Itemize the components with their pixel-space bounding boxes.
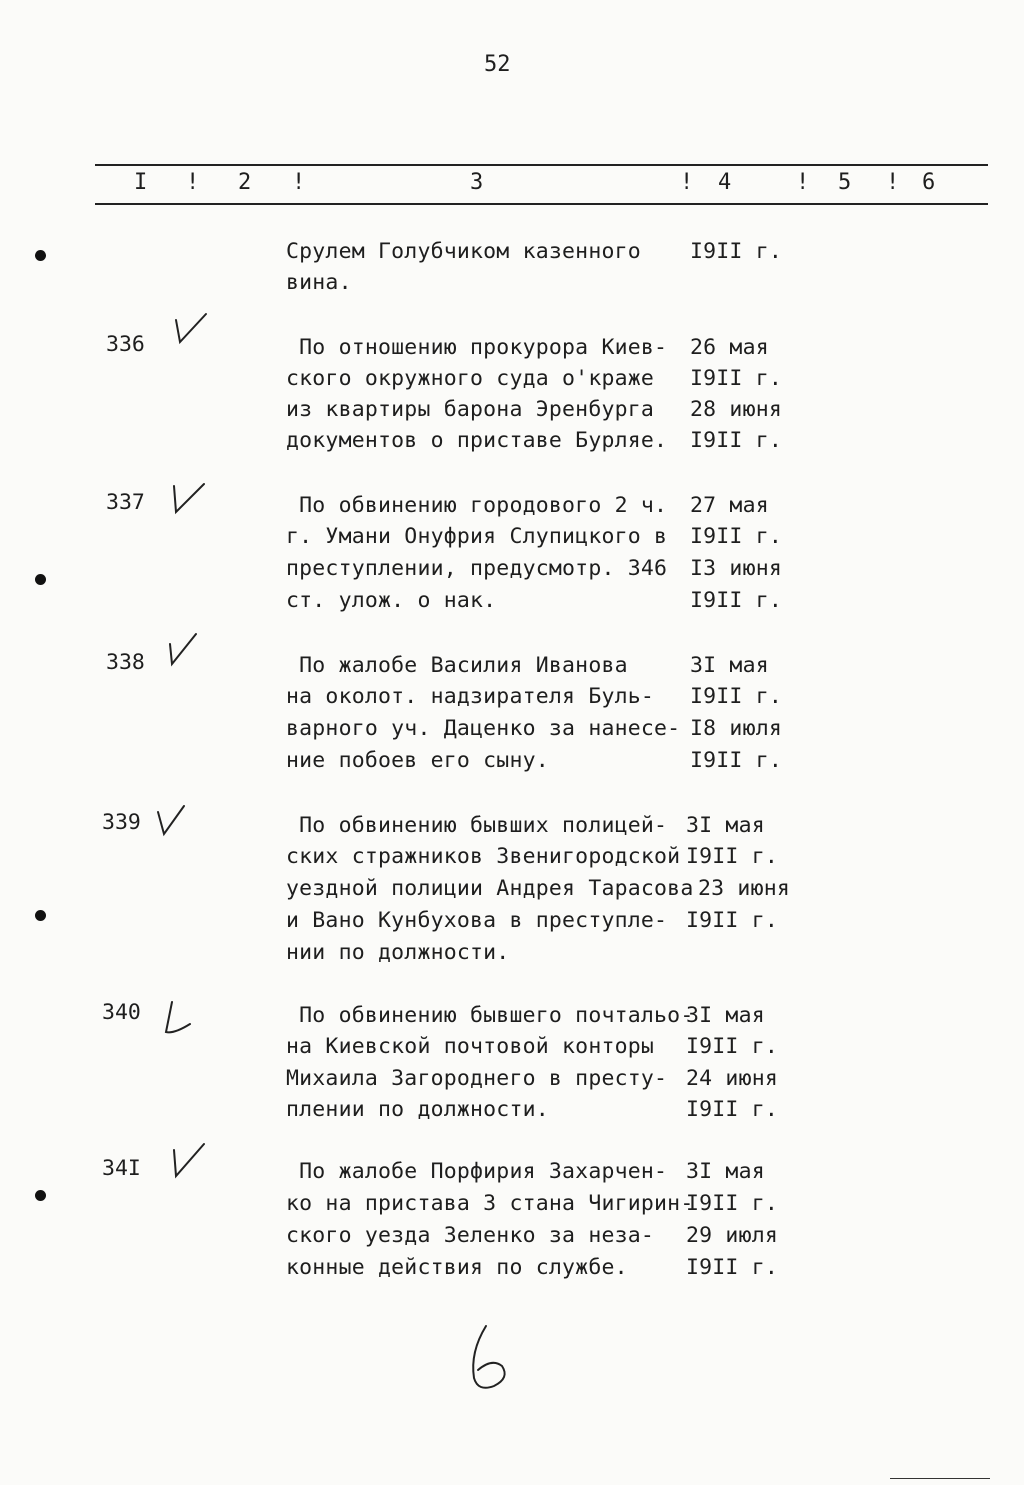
record-text-line: ние побоев его сыну. (286, 748, 549, 773)
record-date: 3I мая (686, 1159, 765, 1184)
header-col-4: 4 (718, 170, 732, 195)
record-text-line: и Вано Кунбухова в преступле- (286, 908, 668, 933)
record-date: I9II г. (686, 1255, 779, 1280)
record-text-line: По жалобе Василия Иванова (286, 653, 628, 678)
record-number: 337 (106, 490, 145, 515)
record-number: 339 (102, 810, 141, 835)
record-date: I9II г. (686, 1034, 779, 1059)
record-date: 26 мая (690, 335, 769, 360)
record-text-line: плении по должности. (286, 1097, 549, 1122)
record-date: I9II г. (686, 1097, 779, 1122)
record-number: 338 (106, 650, 145, 675)
record-date: I9II г. (686, 908, 779, 933)
record-text-line: нии по должности. (286, 940, 510, 965)
header-col-2: 2 (238, 170, 252, 195)
record-text-line: По отношению прокурора Киев- (286, 335, 668, 360)
record-date: I9II г. (690, 588, 783, 613)
check-mark-icon (154, 800, 194, 840)
record-text-line: По обвинению бывших полицей- (286, 813, 668, 838)
record-date: I9II г. (690, 684, 783, 709)
header-rule-top (95, 164, 988, 166)
header-sep-2: ! (292, 170, 306, 195)
header-sep-3: ! (680, 170, 694, 195)
record-text-line: По жалобе Порфирия Захарчен- (286, 1159, 668, 1184)
record-date: 24 июня (686, 1066, 779, 1091)
record-date: 3I мая (686, 813, 765, 838)
record-date: I9II г. (690, 366, 783, 391)
continuation-text-line: вина. (286, 270, 352, 295)
continuation-date: I9II г. (690, 239, 783, 264)
header-col-1: I (134, 170, 148, 195)
check-mark-icon (166, 630, 206, 670)
record-text-line: документов о приставе Бурляе. (286, 428, 668, 453)
record-date: I9II г. (686, 1191, 779, 1216)
header-sep-5: ! (886, 170, 900, 195)
record-text-line: варного уч. Даценко за нанесе- (286, 716, 681, 741)
header-col-3: 3 (470, 170, 484, 195)
record-text-line: ст. улож. о нак. (286, 588, 497, 613)
record-text-line: преступлении, предусмотр. 346 (286, 556, 668, 581)
record-date: I8 июля (690, 716, 783, 741)
check-mark-icon (168, 478, 208, 518)
record-date: I9II г. (690, 428, 783, 453)
record-number: 336 (106, 332, 145, 357)
record-text-line: г. Умани Онуфрия Слупицкого в (286, 524, 668, 549)
header-col-5: 5 (838, 170, 852, 195)
record-date: 3I мая (686, 1003, 765, 1028)
record-date: 3I мая (690, 653, 769, 678)
record-text-line: По обвинению городового 2 ч. (286, 493, 668, 518)
record-text-line: ского окружного суда о'краже (286, 366, 655, 391)
record-text-line: на Киевской почтовой конторы (286, 1034, 655, 1059)
record-number: 340 (102, 1000, 141, 1025)
record-text-line: ского уезда Зеленко за неза- (286, 1223, 655, 1248)
record-date: I9II г. (686, 844, 779, 869)
record-date: I9II г. (690, 524, 783, 549)
header-sep-1: ! (186, 170, 200, 195)
record-text-line: ко на пристава 3 стана Чигирин- (286, 1191, 694, 1216)
continuation-text-line: Срулем Голубчиком казенного (286, 239, 641, 264)
binding-hole (35, 910, 46, 921)
header-col-6: 6 (922, 170, 936, 195)
record-text-line: из квартиры барона Эренбурга (286, 397, 655, 422)
record-text-line: на околот. надзирателя Буль- (286, 684, 655, 709)
record-text-line: ских стражников Звенигородской (286, 844, 681, 869)
record-date: 23 июня (698, 876, 791, 901)
page-number: 52 (484, 52, 511, 77)
binding-hole (35, 250, 46, 261)
record-text-line: По обвинению бывшего почтальо- (286, 1003, 694, 1028)
record-date: I3 июня (690, 556, 783, 581)
binding-hole (35, 574, 46, 585)
record-date: 27 мая (690, 493, 769, 518)
record-text-line: уездной полиции Андрея Тарасова (286, 876, 694, 901)
record-text-line: конные действия по службе. (286, 1255, 628, 1280)
record-number: 34I (102, 1156, 141, 1181)
record-date: I9II г. (690, 748, 783, 773)
check-mark-icon (172, 310, 212, 350)
check-mark-icon (168, 1140, 208, 1180)
footer-rule (890, 1478, 990, 1479)
binding-hole (35, 1190, 46, 1201)
header-rule-bottom (95, 203, 988, 205)
record-date: 28 июня (690, 397, 783, 422)
handwritten-sheet-number-icon (462, 1322, 518, 1394)
header-sep-4: ! (796, 170, 810, 195)
check-mark-icon (160, 998, 200, 1038)
record-date: 29 июля (686, 1223, 779, 1248)
record-text-line: Михаила Загороднего в престу- (286, 1066, 668, 1091)
